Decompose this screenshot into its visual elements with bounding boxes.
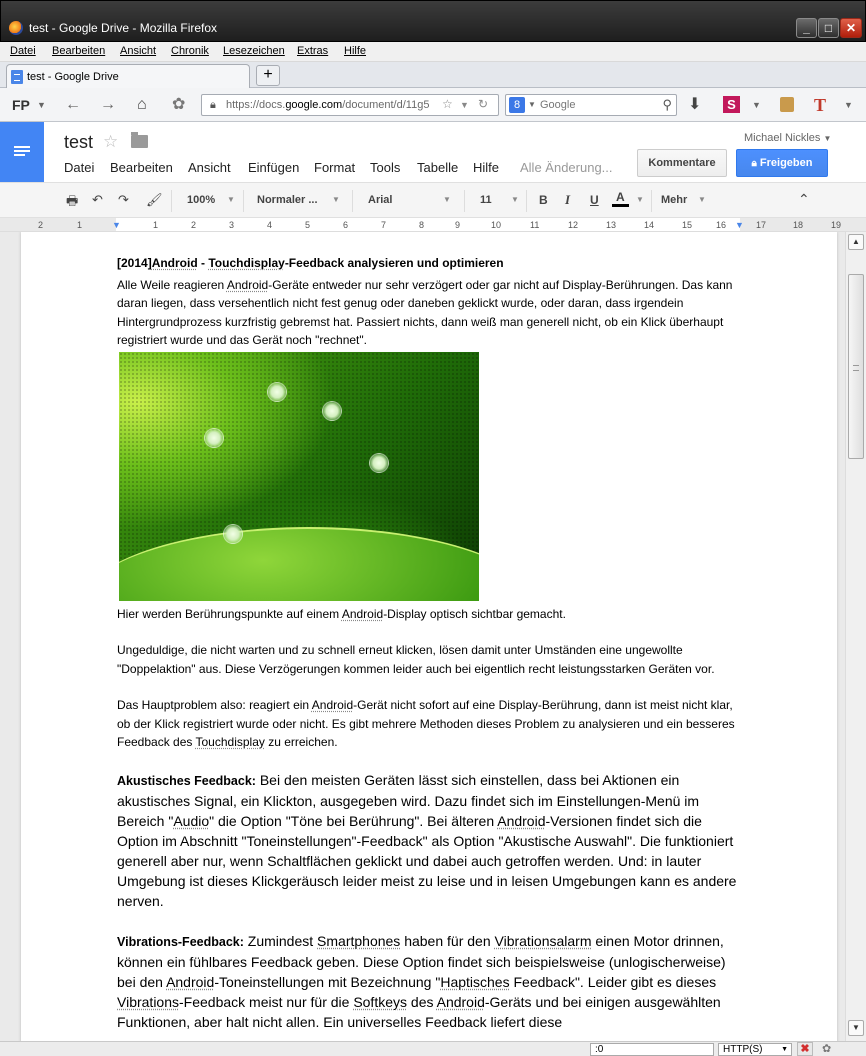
engine-dropdown-icon[interactable]: ▼ <box>528 100 536 109</box>
menu-dropdown-icon[interactable]: ▼ <box>844 100 853 110</box>
lock-icon: 🔒︎ <box>751 158 757 169</box>
document-heading[interactable]: [2014]Android - Touchdisplay-Feedback analysieren und optimieren <box>117 256 504 270</box>
image-caption[interactable]: Hier werden Berührungspunkte auf einem Android-Display optisch sichtbar gemacht. <box>117 606 566 621</box>
undo-icon[interactable]: ↶ <box>92 192 103 207</box>
zoom-select[interactable]: 100% <box>187 194 216 206</box>
comments-button[interactable]: Kommentare <box>637 149 727 177</box>
new-tab-button[interactable]: + <box>256 65 280 86</box>
docs-menu-datei[interactable]: Datei <box>64 160 95 175</box>
docs-toolbar <box>0 182 866 218</box>
window-title: test - Google Drive - Mozilla Firefox <box>29 21 218 35</box>
right-indent-marker-icon[interactable]: ▼ <box>735 220 744 230</box>
ruler-mark: 3 <box>229 220 235 230</box>
search-icon[interactable]: ⚲ <box>662 97 672 112</box>
ruler-mark: 2 <box>38 220 44 230</box>
download-icon[interactable]: ⬇ <box>688 96 702 113</box>
underline-button[interactable]: U <box>590 193 599 207</box>
ruler-mark: 8 <box>419 220 425 230</box>
tab-strip <box>0 62 866 88</box>
touch-point <box>267 382 287 402</box>
paragraph-hauptproblem[interactable]: Das Hauptproblem also: reagiert ein Android-Gerät nicht sofort auf eine Display-Berührung, dann ist meist nicht klar, ob der Klick registriert wurde oder nicht. Es gibt mehrere Methoden dieses Problem zu analysieren und ein besseres Feedback des Touchdisplay zu erreichen. <box>117 698 735 749</box>
status-field: :0 <box>590 1043 714 1056</box>
docs-menu-ansicht[interactable]: Ansicht <box>188 160 231 175</box>
google-docs-icon <box>11 70 23 84</box>
touch-point <box>223 524 243 544</box>
document-page[interactable] <box>21 232 837 1041</box>
menu-extras[interactable]: Extras <box>297 45 329 57</box>
s-addon-dropdown-icon[interactable]: ▼ <box>752 100 761 110</box>
italic-button[interactable]: I <box>565 192 571 207</box>
notebook-addon-icon[interactable] <box>780 97 794 112</box>
addon-status-icon[interactable]: ✿ <box>822 1043 832 1055</box>
addon-icon[interactable]: ✿ <box>172 96 186 113</box>
tab-google-drive[interactable] <box>6 64 250 89</box>
maximize-button[interactable]: □ <box>818 18 839 38</box>
docs-menu-einfuegen[interactable]: Einfügen <box>248 160 300 175</box>
share-button[interactable]: 🔒︎ Freigeben <box>736 149 828 177</box>
menu-lesezeichen[interactable]: Lesezeichen <box>223 45 285 57</box>
url-bar[interactable] <box>201 94 499 116</box>
paragraph-doppelaktion[interactable]: Ungeduldige, die nicht warten und zu schnell erneut klicken, lösen damit unter Umständen eine ungewollte "Doppelaktion" aus. Diese Verzögerungen kommen leider auch bei eigentlich recht leistungsstarken Geräten vor. <box>117 643 715 676</box>
folder-icon[interactable] <box>131 135 148 148</box>
star-icon[interactable]: ☆ <box>103 132 119 151</box>
docs-menu-tabelle[interactable]: Tabelle <box>417 160 459 175</box>
save-status[interactable]: Alle Änderung... <box>520 160 613 175</box>
paragraph-vibration[interactable]: Vibrations-Feedback: Zumindest Smartphones haben für den Vibrationsalarm einen Motor drinnen, können ein fühlbares Feedback geben. Diese Option findet sich beispielsweise (unlogischerweise) bei den Android-Toneinstellungen mit Bezeichnung "Haptisches Feedback". Leider gibt es dieses Vibrations-Feedback meist nur für die Softkeys des Android-Geräts und bei einigen ausgewählten Funktionen, aber halt nicht allen. Ein universelles Feedback liefert diese <box>117 932 726 1030</box>
ruler-mark: 15 <box>682 220 693 230</box>
ruler-mark: 10 <box>491 220 502 230</box>
paint-format-icon[interactable]: 🖌︎ <box>146 192 163 207</box>
docs-home-icon[interactable] <box>0 122 44 182</box>
protocol-select[interactable]: HTTP(S) ▼ <box>718 1043 792 1056</box>
scroll-thumb[interactable] <box>848 274 864 459</box>
document-canvas[interactable] <box>0 232 845 1041</box>
ruler[interactable] <box>0 218 866 232</box>
paragraph-intro[interactable]: Alle Weile reagieren Android-Geräte entweder nur sehr verzögert oder gar nicht auf Display-Berührungen. Das kann daran liegen, dass versehentlich nicht fest genug oder daneben geklickt wurde, oder daran, dass irgendein Hintergrundprozess kurzfristig gebremst hat. Passiert nichts, dann weiß man generell nicht, ob ein Klick überhaupt registriert wurde und das Gerät noch "rechnet". <box>117 277 733 347</box>
redo-icon[interactable]: ↷ <box>118 192 129 207</box>
ruler-mark: 11 <box>530 220 540 230</box>
back-arrow-icon[interactable]: ← <box>65 96 81 113</box>
bookmark-star-icon[interactable]: ☆ <box>442 97 453 111</box>
ruler-mark: 12 <box>568 220 579 230</box>
paragraph-akustisch[interactable]: Akustisches Feedback: Bei den meisten Geräten lässt sich einstellen, dass bei Aktionen ein akustisches Signal, ein Klickton, ausgegeben wird. Dazu findet sich im Einstellungen-Menü im Bereich "Audio" die Option "Töne bei Berührung". Bei älteren Android-Versionen findet sich die Option im Abschnitt "Toneinstellungen"-Feedback" als Option "Akustische Auswahl". Die funktioniert generell aber nur, wenn Schaltflächen geklickt und dabei auch getroffen werden. Und: in lauter Umgebung ist dieses Klickgeräusch leider meist zu leise und in leisen Umgebungen kann es andere nerven. <box>117 771 737 909</box>
font-select[interactable]: Arial <box>368 194 393 206</box>
docs-menu-format[interactable]: Format <box>314 160 356 175</box>
minimize-button[interactable]: _ <box>796 18 817 38</box>
ruler-mark: 1 <box>77 220 83 230</box>
tab-title: test - Google Drive <box>27 71 119 83</box>
status-bar <box>0 1041 866 1056</box>
ruler-mark: 14 <box>644 220 655 230</box>
close-window-button[interactable]: ✕ <box>840 18 862 38</box>
font-dropdown-icon[interactable]: ▼ <box>443 195 451 204</box>
ruler-mark: 18 <box>793 220 804 230</box>
ruler-mark: 1 <box>153 220 159 230</box>
fp-dropdown-icon[interactable]: ▼ <box>37 100 46 110</box>
ruler-mark: 16 <box>716 220 727 230</box>
firefox-icon <box>9 21 23 35</box>
reload-icon[interactable]: ↻ <box>478 97 489 111</box>
forward-arrow-icon[interactable]: → <box>100 96 116 113</box>
touch-points-image[interactable] <box>119 352 479 601</box>
touch-point <box>369 453 389 473</box>
user-account[interactable]: Michael Nickles ▼ <box>744 132 832 144</box>
lock-icon: 🔒︎ <box>210 99 216 111</box>
t-addon-icon[interactable]: T <box>814 95 827 115</box>
scroll-down-icon[interactable]: ▼ <box>848 1020 864 1036</box>
stop-icon[interactable]: ✖ <box>797 1042 813 1056</box>
s-addon-icon[interactable]: S <box>723 96 740 113</box>
ruler-mark: 19 <box>831 220 842 230</box>
menu-ansicht[interactable]: Ansicht <box>120 45 157 57</box>
url-text[interactable]: https://docs.google.com/document/d/11g5 <box>226 99 430 111</box>
paragraph-style-select[interactable]: Normaler ... <box>257 194 318 206</box>
menu-bearbeiten[interactable]: Bearbeiten <box>52 45 106 57</box>
font-size-select[interactable]: 11 <box>480 194 492 206</box>
size-dropdown-icon[interactable]: ▼ <box>511 195 519 204</box>
docs-menu-hilfe[interactable]: Hilfe <box>473 160 500 175</box>
ruler-mark: 6 <box>343 220 349 230</box>
text-color-button[interactable]: A <box>612 191 629 207</box>
print-icon[interactable]: 🖶︎ <box>66 193 79 208</box>
zoom-dropdown-icon[interactable]: ▼ <box>227 195 235 204</box>
touch-point <box>204 428 224 448</box>
google-search-engine-icon[interactable]: 8 <box>509 97 525 113</box>
ruler-mark: 2 <box>191 220 197 230</box>
ruler-mark: 17 <box>756 220 767 230</box>
bold-button[interactable]: B <box>539 193 548 207</box>
more-dropdown-icon[interactable]: ▼ <box>698 195 706 204</box>
ruler-mark: 9 <box>455 220 461 230</box>
search-placeholder: Google <box>540 99 576 111</box>
menu-datei[interactable]: Datei <box>10 45 36 57</box>
browser-menubar <box>0 42 866 62</box>
window-titlebar <box>0 0 866 42</box>
docs-header <box>0 122 866 182</box>
indent-marker-icon[interactable]: ▼ <box>112 220 121 230</box>
ruler-mark: 4 <box>267 220 273 230</box>
touch-point <box>322 401 342 421</box>
style-dropdown-icon[interactable]: ▼ <box>332 195 340 204</box>
document-title[interactable]: test <box>64 132 94 152</box>
ruler-mark: 5 <box>305 220 311 230</box>
ruler-mark: 13 <box>606 220 617 230</box>
menu-chronik[interactable]: Chronik <box>171 45 209 57</box>
scroll-up-icon[interactable]: ▲ <box>848 234 864 250</box>
ruler-mark: 7 <box>381 220 387 230</box>
navigation-toolbar <box>0 88 866 122</box>
document-content[interactable] <box>117 254 747 1032</box>
menu-hilfe[interactable]: Hilfe <box>344 45 367 57</box>
url-dropdown-icon[interactable]: ▼ <box>460 100 469 110</box>
more-button[interactable]: Mehr <box>661 194 688 206</box>
collapse-toolbar-icon[interactable]: ⌃ <box>798 191 810 207</box>
docs-menu-bearbeiten[interactable]: Bearbeiten <box>110 160 173 175</box>
fp-button[interactable]: FP <box>12 97 30 113</box>
docs-menu-tools[interactable]: Tools <box>370 160 401 175</box>
search-bar[interactable] <box>505 94 677 116</box>
home-icon[interactable]: ⌂ <box>137 96 147 113</box>
text-color-dropdown-icon[interactable]: ▼ <box>636 195 644 204</box>
vertical-scrollbar[interactable] <box>845 232 866 1041</box>
